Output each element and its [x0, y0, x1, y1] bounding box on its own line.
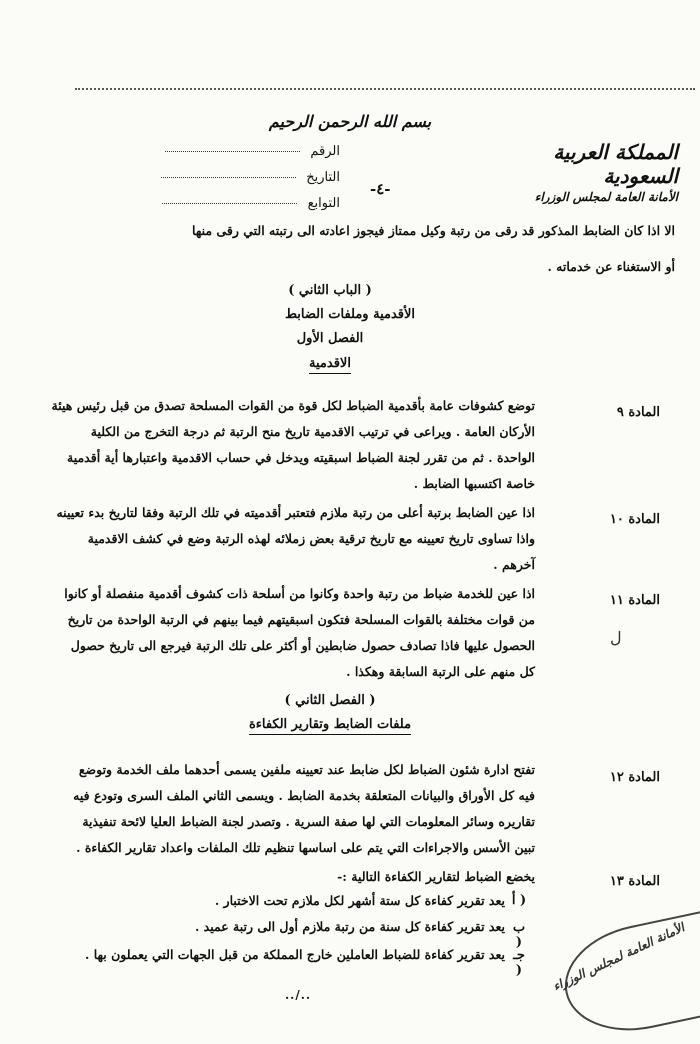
article-line: الواحدة . ثم من تقرر لجنة الضباط اسبقيته ويدخل في حساب الاقدمية واعتبارها أية أقدمية: [67, 450, 535, 465]
ref-attachments-label: التوابع: [307, 196, 340, 211]
article-line: الحصول عليها فاذا تصادف حصول ضابطين أو أكثر على تلك الرتبة فيرجع الى تاريخ حصول: [70, 638, 535, 653]
top-dotted-rule: [75, 88, 695, 90]
list-letter: أ ): [511, 893, 527, 908]
article-line: آخرهم .: [493, 557, 535, 572]
list-item: يعد تقرير كفاءة كل ستة أشهر لكل ملازم تحت الاختبار .: [214, 893, 505, 908]
margin-mark: ل: [610, 628, 622, 647]
article-number: ١٠: [609, 512, 624, 527]
intro-line-2: أو الاستغناء عن خدماته .: [547, 259, 675, 274]
article-line: اذا عين الضابط برتبة أعلى من رتبة ملازم فتعتبر أقدميته في تلك الرتبة وفقا لتاريخ بدء تعيينه: [56, 505, 535, 520]
article-line: يخضع الضباط لتقارير الكفاءة التالية :-: [337, 869, 535, 884]
article-11-label: [565, 593, 660, 608]
article-label: المادة: [628, 770, 660, 785]
article-10-body: [35, 500, 535, 578]
ref-number-label: الرقم: [310, 144, 340, 159]
list-letter: ب ): [512, 920, 526, 950]
section-heading: [270, 356, 390, 371]
chapter-subtitle: الأقدمية وملفات الضابط: [284, 307, 416, 322]
section-title: الفصل الأول: [296, 331, 364, 346]
article-label: المادة: [628, 405, 660, 420]
article-label: المادة: [628, 874, 660, 889]
article-label: المادة: [628, 512, 660, 527]
ref-attachments-field: [100, 196, 340, 211]
list-item: يعد تقرير كفاءة للضباط العاملين خارج المملكة من قبل الجهات التي يعملون بها .: [84, 947, 505, 962]
ref-date-field: [100, 170, 340, 185]
ref-number-line: [165, 151, 300, 152]
section-2-title: ( الفصل الثاني ): [284, 693, 376, 708]
section-2-heading: [220, 717, 440, 732]
article-9-body: [35, 393, 535, 497]
article-13-body: [35, 864, 535, 890]
article-label: المادة: [628, 593, 660, 608]
article-line: توضع كشوفات عامة بأقدمية الضباط لكل قوة من القوات المسلحة تصدق من قبل رئيس هيئة: [51, 398, 535, 413]
article-line: واذا تساوى تاريخ تعيينه مع تاريخ ترقية بعض زملائه لهذه الرتبة وضع في كشف الاقدمية: [87, 531, 535, 546]
ref-number-field: [100, 144, 340, 159]
secretariat-letterhead: الأمانة العامة لمجلس الوزراء: [534, 190, 678, 204]
ref-date-label: التاريخ: [306, 170, 340, 185]
article-10-label: [565, 512, 660, 527]
article-number: ٩: [616, 405, 624, 420]
list-item: يعد تقرير كفاءة كل سنة من رتبة ملازم أول الى رتبة عميد .: [194, 919, 505, 934]
ref-attachments-line: [162, 203, 297, 204]
kingdom-letterhead: المملكة العربية السعودية: [553, 140, 678, 188]
article-number: ١٢: [609, 770, 624, 785]
article-line: من قوات مختلفة بالقوات المسلحة فتكون اسبقيتهم فيما بينهم في الرتبة الواحدة من تاريخ: [67, 612, 535, 627]
article-line: تفتح ادارة شئون الضباط لكل ضابط عند تعيينه ملفين يسمى أحدهما ملف الخدمة وتوضع: [78, 762, 535, 777]
article-line: الأركان العامة . ويراعى في ترتيب الاقدمية تاريخ منح الرتبة ثم درجة التخرج من الكلية: [90, 424, 535, 439]
article-9-label: [565, 405, 660, 420]
intro-line-1: الا اذا كان الضابط المذكور قد رقى من رتبة وكيل ممتاز فيجوز اعادته الى رتبته التي رقى منها: [192, 223, 675, 238]
article-line: خاصة اكتسبها الضابط .: [413, 476, 535, 491]
article-number: ١١: [609, 593, 624, 608]
section-heading-text: الاقدمية: [309, 356, 351, 374]
article-line: اذا عين للخدمة ضباط من رتبة واحدة وكانوا من أسلحة ذات كشوف أقدمية منفصلة أو كانوا: [64, 586, 535, 601]
chapter-title: ( الباب الثاني ): [288, 283, 372, 298]
basmala: بسم الله الرحمن الرحيم: [268, 112, 432, 131]
article-line: تبين الأسس والاجراءات التي يتم على اساسها تنظيم تلك الملفات واعداد تقارير الكفاءة .: [76, 840, 535, 855]
continuation-mark: ../..: [285, 988, 312, 1002]
article-number: ١٣: [609, 874, 624, 889]
article-12-label: [565, 770, 660, 785]
article-13-label: [565, 874, 660, 889]
article-line: تقاريره وسائر المعلومات التي لها صفة السرية . وتصدر لجنة الضباط العليا لائحة تنفيذية: [82, 814, 535, 829]
article-line: فيه كل الأوراق والبيانات المتعلقة بخدمة الضابط . ويسمى الثاني الملف السرى وتودع فيه: [73, 788, 535, 803]
page-number: -٤-: [370, 180, 391, 198]
stamp-text: الأمانة العامة لمجلس الوزراء: [550, 920, 687, 994]
article-line: كل منهم على الرتبة السابقة وهكذا .: [346, 664, 535, 679]
section-2-heading-text: ملفات الضابط وتقارير الكفاءة: [249, 717, 411, 735]
article-11-body: [35, 581, 535, 685]
ref-date-line: [161, 177, 296, 178]
list-letter: جـ ): [513, 948, 525, 978]
article-12-body: [35, 757, 535, 861]
